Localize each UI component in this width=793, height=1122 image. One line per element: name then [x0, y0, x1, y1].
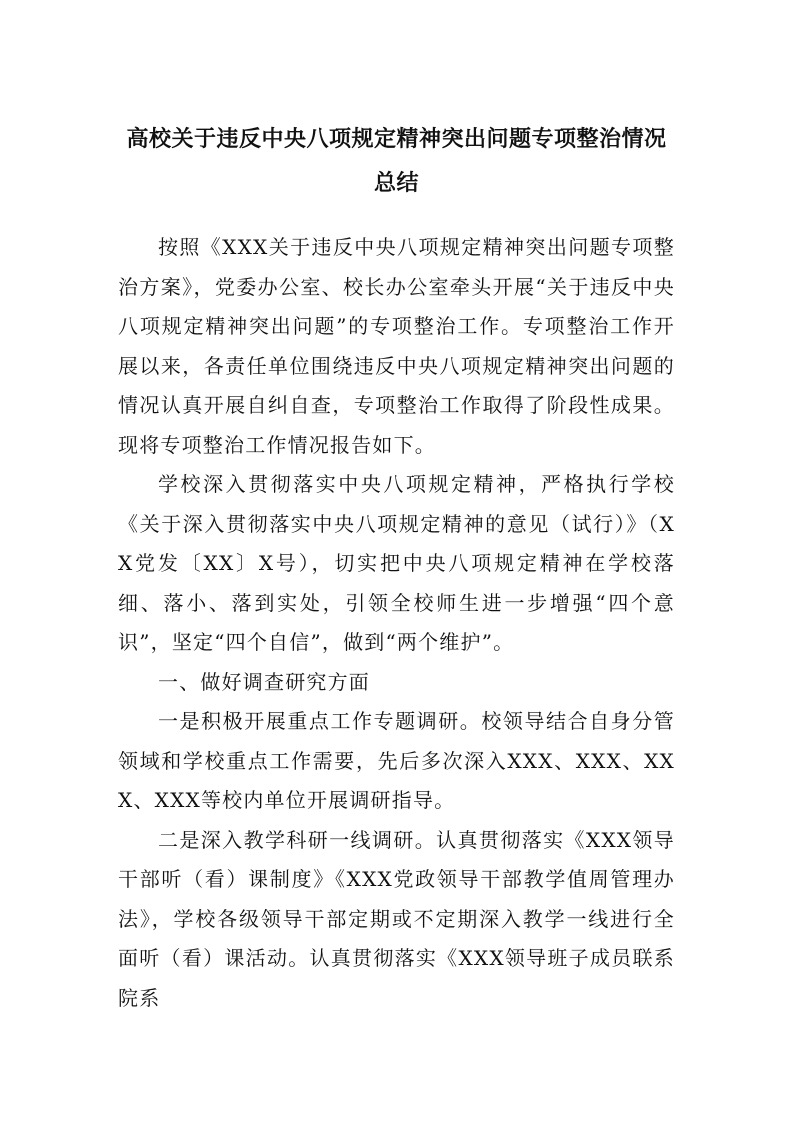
policy-paragraph: 学校深入贯彻落实中央八项规定精神，严格执行学校《关于深入贯彻落实中央八项规定精神的意见（试行）》（XX党发〔XX〕X号），切实把中央八项规定精神在学校落细、落小、落到实处，引领全校师生进一步增强“四个意识”，坚定“四个自信”，做到“两个维护”。	[118, 472, 675, 654]
section-paragraph-1: 一是积极开展重点工作专题调研。校领导结合自身分管领域和学校重点工作需要，先后多次深入XXX、XXX、XXX、XXX等校内单位开展调研指导。	[118, 709, 675, 812]
intro-paragraph: 按照《XXX关于违反中央八项规定精神突出问题专项整治方案》，党委办公室、校长办公室牵头开展“关于违反中央八项规定精神突出问题”的专项整治工作。专项整治工作开展以来，各责任单位围绕违反中央八项规定精神突出问题的情况认真开展自纠自查，专项整治工作取得了阶段性成果。现将专项整治工作情况报告如下。	[118, 235, 675, 457]
section-heading: 一、做好调查研究方面	[158, 669, 370, 694]
document-title: 高校关于违反中央八项规定精神突出问题专项整治情况总结	[126, 127, 667, 196]
document-body	[118, 228, 675, 1018]
section-paragraph-2: 二是深入教学科研一线调研。认真贯彻落实《XXX领导干部听（看）课制度》《XXX党政领导干部教学值周管理办法》，学校各级领导干部定期或不定期深入教学一线进行全面听（看）课活动。认真贯彻落实《XXX领导班子成员联系院系	[118, 827, 675, 1010]
